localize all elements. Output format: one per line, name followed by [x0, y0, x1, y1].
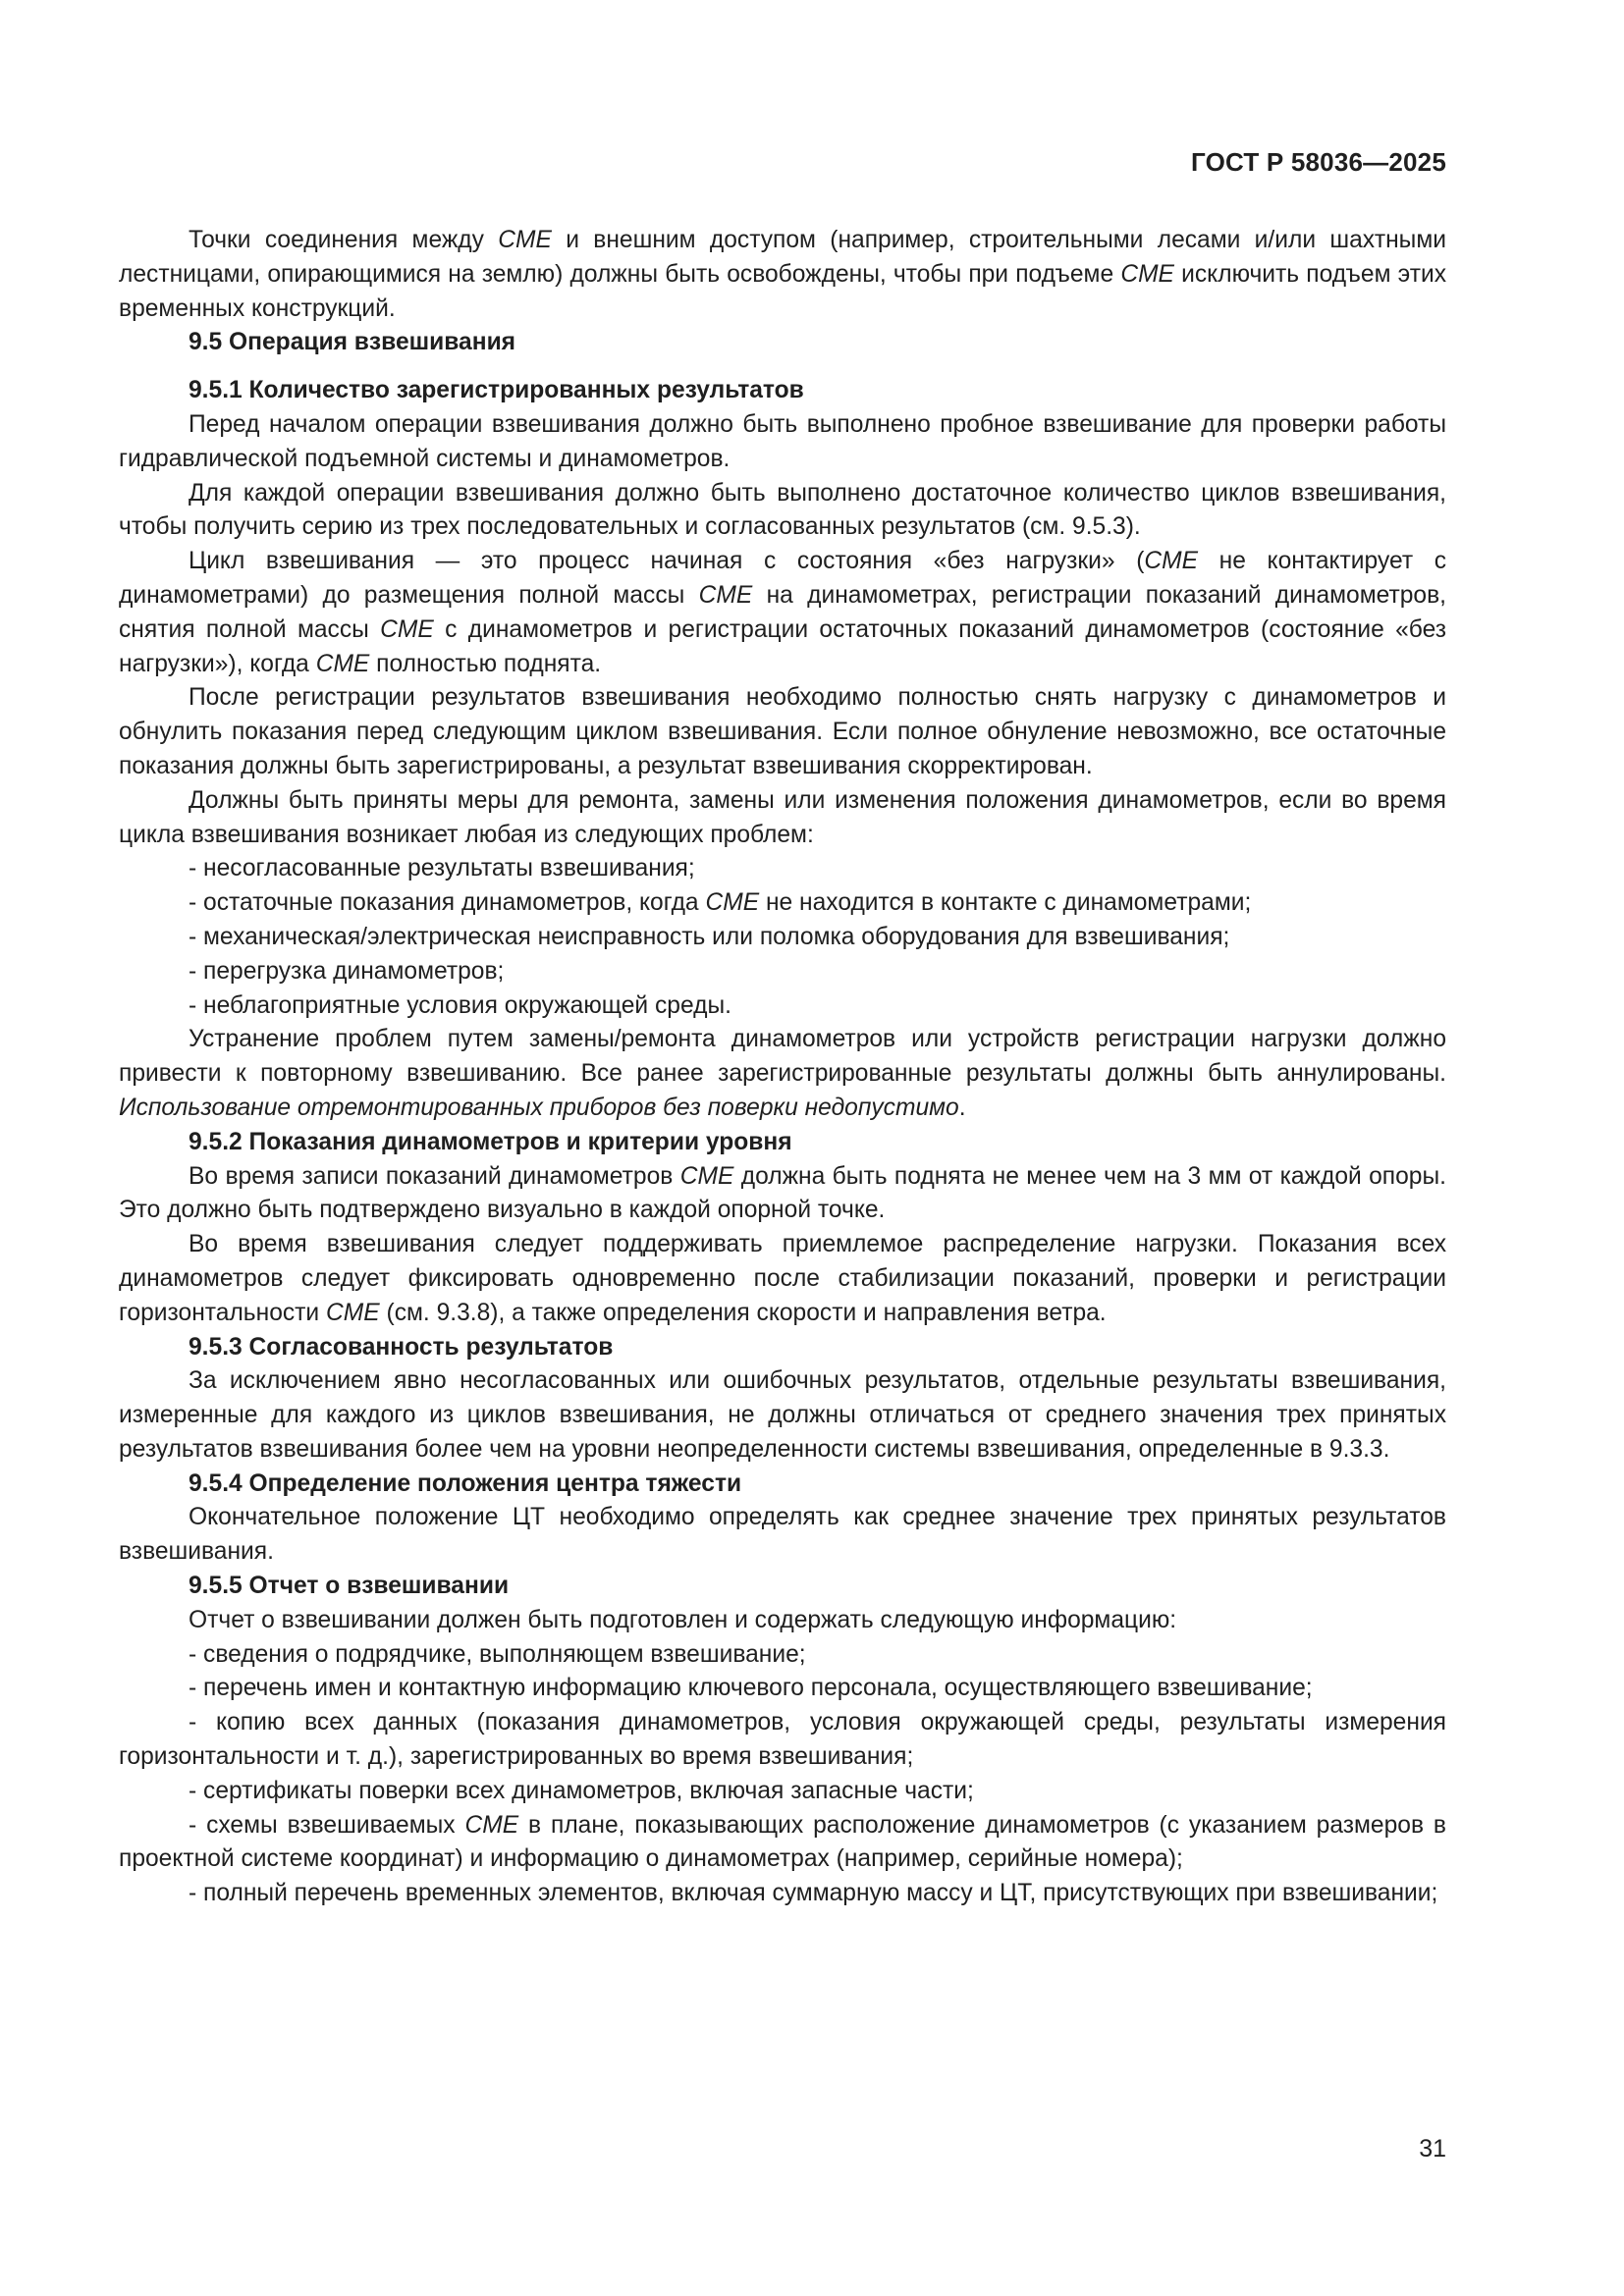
paragraph: Перед началом операции взвешивания должно быть выполнено пробное взвешивание для проверки работы гидравлической подъемной системы и динамометров.	[119, 410, 1446, 472]
paragraph	[119, 1228, 1446, 1330]
section-heading-9-5-5: 9.5.5 Отчет о взвешивании	[189, 1573, 510, 1600]
text-run: Цикл взвешивания — это процесс начиная с состояния «без нагрузки» (	[189, 548, 1145, 575]
list-item: - несогласованные результаты взвешивания;	[189, 855, 695, 882]
text-run: - схемы взвешиваемых	[189, 1811, 465, 1839]
list-item: - перегрузка динамометров;	[189, 957, 505, 985]
text-run: .	[958, 1094, 966, 1121]
text-run: и внешним доступом (например, строительными лесами и/или шахтными лестницами, опирающимися на землю) должны быть освобождены, чтобы при подъеме	[119, 227, 1446, 288]
term-cme: CME	[705, 889, 760, 917]
text-run: - остаточные показания динамометров, когда	[189, 889, 706, 917]
term-cme: CME	[679, 1162, 734, 1190]
text-run: не находится в контакте с динамометрами;	[759, 889, 1252, 917]
list-item: - копию всех данных (показания динамометров, условия окружающей среды, результаты измерения горизонтальности и т. д.), зарегистрированных во время взвешивания;	[119, 1709, 1446, 1771]
section-heading-9-5-4: 9.5.4 Определение положения центра тяжести	[189, 1469, 742, 1497]
term-cme: CME	[698, 581, 753, 609]
text-run: полностью поднята.	[369, 650, 602, 677]
paragraph: Для каждой операции взвешивания должно быть выполнено достаточное количество циклов взвешивания, чтобы получить серию из трех последовательных и согласованных результатов (см. 9.5.3).	[119, 479, 1446, 541]
section-heading-9-5-3: 9.5.3 Согласованность результатов	[189, 1333, 614, 1361]
document-code-header: ГОСТ Р 58036—2025	[1191, 147, 1446, 177]
term-cme: CME	[498, 227, 552, 253]
text-run: с динамометров и регистрации остаточных показаний динамометров (состояние «без нагрузки»), когда	[119, 615, 1446, 677]
term-cme: CME	[315, 650, 370, 677]
page-number: 31	[1419, 2135, 1446, 2163]
paragraph	[119, 545, 1446, 681]
text-run: в плане, показывающих расположение динамометров (с указанием размеров в проектной системе координат) и информацию о динамометрах (например, серийные номера);	[119, 1811, 1446, 1873]
list-item: - полный перечень временных элементов, включая суммарную массу и ЦТ, присутствующих при взвешивании;	[189, 1880, 1438, 1907]
section-heading-9-5-2: 9.5.2 Показания динамометров и критерии уровня	[189, 1128, 792, 1155]
list-item: - перечень имен и контактную информацию ключевого персонала, осуществляющего взвешивание;	[189, 1675, 1313, 1702]
text-run: Устранение проблем путем замены/ремонта динамометров или устройств регистрации нагрузки должно привести к повторному взвешиванию. Все ранее зарегистрированные результаты должны быть аннулированы.	[119, 1026, 1446, 1088]
paragraph	[119, 1023, 1446, 1125]
text-run: на динамометрах, регистрации показаний динамометров, снятия полной массы	[119, 581, 1446, 643]
paragraph: Должны быть приняты меры для ремонта, замены или изменения положения динамометров, если во время цикла взвешивания возникает любая из следующих проблем:	[119, 786, 1446, 848]
document-body	[119, 224, 1446, 1911]
text-run: не контактирует с динамометрами) до размещения полной массы	[119, 548, 1446, 609]
paragraph: После регистрации результатов взвешивания необходимо полностью снять нагрузку с динамометров и обнулить показания перед следующим циклом взвешивания. Если полное обнуление невозможно, все остаточные показания должны быть зарегистрированы, а результат взвешивания скорректирован.	[119, 684, 1446, 779]
paragraph: За исключением явно несогласованных или ошибочных результатов, отдельные результаты взвешивания, измеренные для каждого из циклов взвешивания, не должны отличаться от среднего значения трех принятых результатов взвешивания более чем на уровни неопределенности системы взвешивания, определенные в 9.3.3.	[119, 1367, 1446, 1463]
term-cme: CME	[1144, 548, 1199, 575]
list-item	[119, 886, 1446, 921]
paragraph: Окончательное положение ЦТ необходимо определять как среднее значение трех принятых результатов взвешивания.	[119, 1504, 1446, 1566]
text-run: Во время записи показаний динамометров	[189, 1162, 680, 1190]
text-run: должна быть поднята не менее чем на 3 мм от каждой опоры. Это должно быть подтверждено визуально в каждой опорной точке.	[119, 1162, 1446, 1224]
term-cme: CME	[1120, 260, 1174, 288]
section-heading-9-5: 9.5 Операция взвешивания	[189, 329, 516, 356]
list-item	[119, 1809, 1446, 1878]
list-item: - сведения о подрядчике, выполняющем взвешивание;	[189, 1640, 806, 1668]
text-run: Во время взвешивания следует поддерживать приемлемое распределение нагрузки. Показания всех динамометров следует фиксировать одновременно после стабилизации показаний, проверки и регистрации горизонтальности	[119, 1231, 1446, 1326]
term-cme: CME	[326, 1299, 380, 1326]
text-run: (см. 9.3.8), а также определения скорости и направления ветра.	[379, 1299, 1107, 1326]
paragraph: Отчет о взвешивании должен быть подготовлен и содержать следующую информацию:	[189, 1606, 1177, 1633]
text-run: Точки соединения между	[189, 227, 499, 253]
term-cme: CME	[380, 615, 434, 643]
italic-note: Использование отремонтированных приборов без поверки недопустимо	[119, 1094, 959, 1121]
section-heading-9-5-1: 9.5.1 Количество зарегистрированных результатов	[189, 377, 804, 404]
text-run: исключить подъем этих временных конструкций.	[119, 260, 1446, 322]
intro-paragraph	[119, 224, 1446, 326]
list-item: - механическая/электрическая неисправность или поломка оборудования для взвешивания;	[189, 923, 1230, 950]
list-item: - неблагоприятные условия окружающей среды.	[189, 991, 731, 1019]
term-cme: CME	[464, 1811, 519, 1839]
list-item: - сертификаты поверки всех динамометров, включая запасные части;	[189, 1777, 974, 1804]
paragraph	[119, 1160, 1446, 1229]
